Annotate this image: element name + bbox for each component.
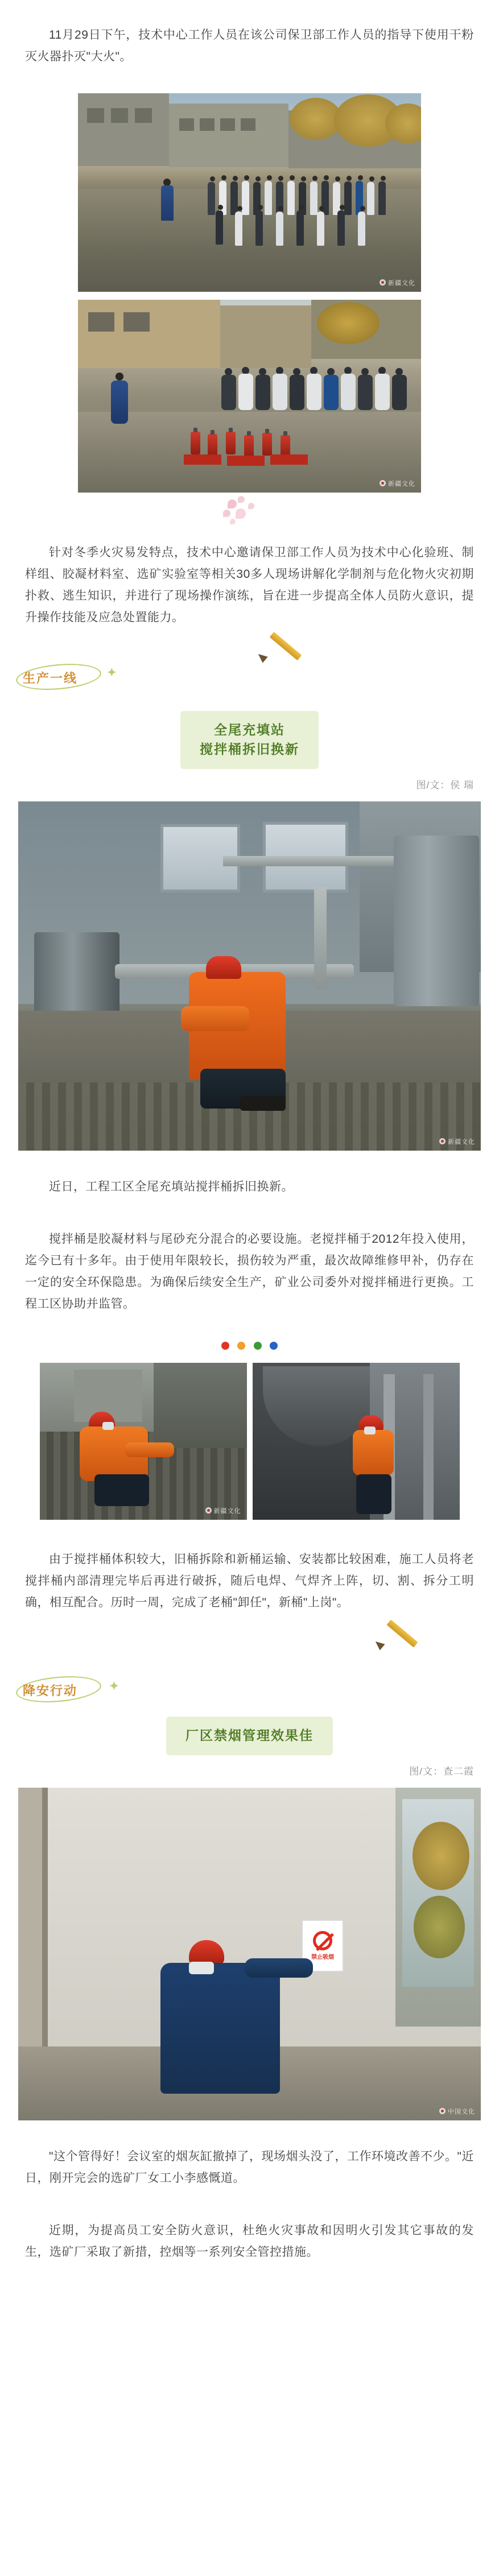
paragraph-2: 针对冬季火灾易发特点，技术中心邀请保卫部工作人员为技术中心化验班、制样组、胶凝材料室、选矿实验室等相关30多人现场讲解化学制剂与危化物火灾初期扑救、逃生知识，并进行了现场操作演练，旨在进一步提高全体人员防火意识，提升操作技能及应急处置能力。 bbox=[25, 546, 474, 624]
no-smoking-icon bbox=[313, 1931, 332, 1950]
dot-green bbox=[254, 1342, 262, 1350]
paragraph-3: 近日，工程工区全尾充填站搅拌桶拆旧换新。 bbox=[49, 1180, 294, 1193]
photo-tailings-mixer-replacement bbox=[18, 801, 481, 1151]
photo-worker-on-ladder-new-tank bbox=[253, 1363, 460, 1520]
dot-orange bbox=[237, 1342, 245, 1350]
paragraph-1: 11月29日下午，技术中心工作人员在该公司保卫部工作人员的指导下使用干粉灭火器扑灭"大火"。 bbox=[25, 28, 474, 63]
photo-watermark: 新疆文化 bbox=[439, 1137, 475, 1146]
credit-2: 图/文：查二霞 bbox=[409, 1766, 474, 1777]
paragraph-5: 由于搅拌桶体积较大，旧桶拆除和新桶运输、安装都比较困难，施工人员将老搅拌桶内部清理完毕后再进行破拆，随后电焊、气焊齐上阵，切、割、拆分工明确，相互配合。历时一周，完成了老桶"卸任"，新桶"上岗"。 bbox=[25, 1553, 474, 1609]
heading-box-wrap-1 bbox=[0, 711, 499, 769]
section-tag-production bbox=[0, 658, 499, 697]
photo-worker-cutting-old-tank bbox=[40, 1363, 247, 1520]
photo-tailings-mixer-wrap bbox=[0, 801, 499, 1151]
paragraph-7: 近期，为提高员工安全防火意识，杜绝火灾事故和因明火引发其它事故的发生，选矿厂采取了新措，控烟等一系列安全管控措施。 bbox=[25, 2224, 474, 2259]
section-tag-label: 生产一线 bbox=[23, 671, 78, 685]
credit-1: 图/文：侯 瑞 bbox=[416, 780, 474, 791]
photo-fire-drill-lineup-wrap bbox=[0, 93, 499, 292]
plus-decoration: ✦ bbox=[107, 667, 117, 679]
photo-no-smoking-wrap bbox=[0, 1788, 499, 2120]
heading-line-1: 厂区禁烟管理效果佳 bbox=[185, 1728, 314, 1743]
dot-divider bbox=[0, 1327, 499, 1363]
no-smoking-sign-label: 禁止吸烟 bbox=[311, 1954, 334, 1961]
photo-fire-drill-lineup bbox=[78, 93, 421, 292]
photo-watermark: 新疆文化 bbox=[205, 1506, 241, 1515]
photo-no-smoking-sign-install bbox=[18, 1788, 481, 2120]
plus-decoration: ✦ bbox=[109, 1680, 119, 1693]
paragraph-6: "这个管得好！会议室的烟灰缸撤掉了，现场烟头没了，工作环境改善不少。"近日，刚开完会的选矿厂女工小李感慨道。 bbox=[25, 2150, 474, 2185]
dot-red bbox=[221, 1342, 229, 1350]
photo-pair-row bbox=[0, 1363, 499, 1520]
section-tag-label: 降安行动 bbox=[23, 1684, 78, 1698]
section-heading-2 bbox=[166, 1717, 333, 1755]
pencil-decoration-2 bbox=[0, 1626, 499, 1660]
photo-extinguisher-practice bbox=[78, 300, 421, 493]
photo-watermark: 中国文化 bbox=[439, 2107, 475, 2116]
heading-box-wrap-2 bbox=[0, 1717, 499, 1755]
photo-watermark: 新疆文化 bbox=[380, 278, 415, 287]
photo-watermark: 新疆文化 bbox=[380, 479, 415, 488]
section-heading-1 bbox=[180, 711, 319, 769]
photo-extinguisher-practice-wrap bbox=[0, 300, 499, 493]
floral-decoration bbox=[0, 493, 499, 530]
heading-line-1: 全尾充填站 bbox=[214, 722, 285, 737]
paragraph-4: 搅拌桶是胶凝材料与尾砂充分混合的必要设施。老搅拌桶于2012年投入使用，迄今已有十多年。由于使用年限较长，损伤较为严重，最次故障维修甲补，仍存在一定的安全环保隐患。为确保后续安全生产，矿业公司委外对搅拌桶进行更换。工程工区协助并监管。 bbox=[25, 1233, 474, 1310]
section-tag-safety-action bbox=[0, 1670, 499, 1710]
heading-line-2: 搅拌桶拆旧换新 bbox=[200, 742, 299, 756]
dot-blue bbox=[270, 1342, 278, 1350]
